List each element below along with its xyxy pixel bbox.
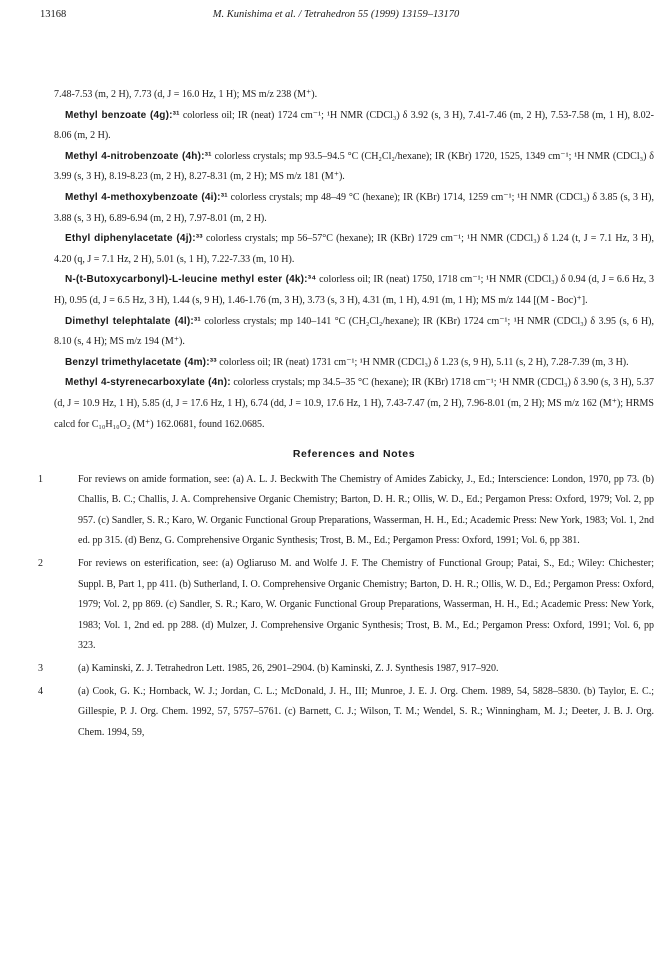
compound-data: colorless crystals; mp 140–141 °C (CH₂Cl₂/hexane); IR (KBr) 1724 cm⁻¹; ¹H NMR (CDCl₃) δ 3.95 (s, 6 H), 8.10 (s, 4 H); MS m/z 194 (M⁺). bbox=[54, 315, 655, 348]
compound-name: Dimethyl telephtalate (4l):³¹ bbox=[65, 315, 201, 327]
references-heading: References and Notes bbox=[292, 448, 416, 461]
reference-text: (a) Kaminski, Z. J. Tetrahedron Lett. 1985, 26, 2901–2904. (b) Kaminski, Z. J. Synthesis 1987, 917–920. bbox=[78, 663, 499, 675]
reference-number: 1 bbox=[38, 473, 43, 485]
compound-entry-4k bbox=[54, 270, 654, 311]
reference-item bbox=[38, 470, 654, 552]
compound-name: Methyl 4-styrenecarboxylate (4n): bbox=[65, 377, 231, 389]
reference-text: (a) Cook, G. K.; Hornback, W. J.; Jordan, C. L.; McDonald, J. H., III; Munroe, J. E. J. Org. Chem. 1989, 54, 5828–5830. (b) Taylor, E. C.; Gillespie, P. J. Org. Chem. 1992, 57, 5757–5761. (c) Barnett, C. J.; Wilson, T. M.; Wendel, S. R.; Winningham, M. J.; Deeter, J. B. J. Org. Chem. 1994, 59, bbox=[78, 685, 654, 738]
compound-data: colorless crystals; mp 93.5–94.5 °C (CH₂Cl₂/hexane); IR (KBr) 1720, 1525, 1349 cm⁻¹; ¹H NMR (CDCl₃) δ 3.99 (s, 3 H), 8.19-8.23 (m, 2 H), 8.27-8.31 (m, 2 H); MS m/z 181 (M⁺). bbox=[54, 150, 654, 183]
compound-name: Benzyl trimethylacetate (4m):³³ bbox=[65, 356, 217, 368]
reference-number: 4 bbox=[38, 685, 43, 697]
compound-data: colorless crystals; mp 34.5–35 °C (hexane); IR (KBr) 1718 cm⁻¹; ¹H NMR (CDCl₃) δ 3.90 (s, 3 H), 5.37 (d, J = 10.9 Hz, 1 H), 5.85 (d, J = 17.6 Hz, 1 H), 6.74 (dd, J = 10.9, 17.6 Hz, 1 H), 7.43-7.47 (m, 2 H), 7.96-8.01 (m, 2 H); MS m/z 162 (M⁺); HRMS calcd for C₁₀H₁₀O₂ (M⁺) 162.0681, found 162.0685. bbox=[54, 377, 655, 430]
compound-entry-4g bbox=[54, 106, 654, 147]
reference-item bbox=[38, 659, 654, 680]
compound-data: colorless crystals; mp 48–49 °C (hexane); IR (KBr) 1714, 1259 cm⁻¹; ¹H NMR (CDCl₃) δ 3.85 (s, 3 H), 3.88 (s, 3 H), 6.89-6.94 (m, 2 H), 7.97-8.01 (m, 2 H). bbox=[54, 191, 654, 224]
compound-entry-4i bbox=[54, 188, 654, 229]
compound-name: Methyl 4-methoxybenzoate (4i):³¹ bbox=[65, 191, 228, 203]
reference-item bbox=[38, 682, 654, 744]
compound-data: colorless oil; IR (neat) 1731 cm⁻¹; ¹H NMR (CDCl₃) δ 1.23 (s, 9 H), 5.11 (s, 2 H), 7.28-7.39 (m, 3 H). bbox=[216, 356, 629, 368]
reference-text: For reviews on amide formation, see: (a) A. L. J. Beckwith The Chemistry of Amides Zabicky, J., Ed.; Interscience: London, 1970, pp 73. (b) Challis, B. C.; Challis, J. A. Comprehensive Organic Chemistry; Barton, D. H. R.; Ollis, W. D., Ed.; Pergamon Press: Oxford, 1979; Vol. 2, pp 957. (c) Sandler, S. R.; Karo, W. Organic Functional Group Preparations, Wasserman, H. H., Ed.; Academic Press: New York, 1983; Vol. 1, 2nd ed. pp 315. (d) Benz, G. Comprehensive Organic Synthesis; Trost, B. M., Ed.; Pergamon Press: Oxford, 1991; Vol. 6, pp 381. bbox=[78, 473, 654, 547]
compound-data: colorless oil; IR (neat) 1750, 1718 cm⁻¹; ¹H NMR (CDCl₃) δ 0.94 (d, J = 6.6 Hz, 3 H), 0.95 (d, J = 6.5 Hz, 3 H), 1.44 (s, 9 H), 1.46-1.76 (m, 3 H), 3.73 (s, 3 H), 4.31 (m, 1 H), 4.91 (m, 1 H); MS m/z 144 [(M - Boc)⁺]. bbox=[54, 274, 654, 306]
compound-name: Methyl benzoate (4g):³¹ bbox=[65, 109, 180, 121]
compound-name: N-(t-Butoxycarbonyl)-L-leucine methyl ester (4k):³⁴ bbox=[65, 274, 317, 286]
page-header bbox=[40, 9, 632, 25]
compound-entry-4m bbox=[54, 353, 654, 374]
page-number: 13168 bbox=[40, 9, 67, 20]
continued-entry: 7.48-7.53 (m, 2 H), 7.73 (d, J = 16.0 Hz, 1 H); MS m/z 238 (M⁺). bbox=[54, 89, 318, 100]
compound-name: Methyl 4-nitrobenzoate (4h):³¹ bbox=[65, 150, 212, 162]
article-body bbox=[38, 85, 655, 745]
reference-item bbox=[38, 554, 654, 657]
compound-entry-4l bbox=[54, 312, 654, 353]
reference-text: For reviews on esterification, see: (a) Ogliaruso M. and Wolfe J. F. The Chemistry of Functional Group; Patai, S., Ed.; Wiley: Chichester; Suppl. B, Part 1, pp 411. (b) Sutherland, I. O. Comprehensive Organic Chemistry; Barton, D. H. R.; Ollis, W. D., Ed.; Pergamon Press: Oxford, 1979; Vol. 2, pp 869. (c) Sandler, S. R.; Karo, W. Organic Functional Group Preparations, Wasserman, H. H., Ed.; Academic Press: New York, 1983; Vol. 1, 2nd ed. pp 288. (d) Mulzer, J. Comprehensive Organic Synthesis; Trost, B. M., Ed.; Pergamon Press: Oxford, 1991; Vol. 6, pp 323. bbox=[78, 558, 654, 652]
running-title: M. Kunishima et al. / Tetrahedron 55 (1999) 13159–13170 bbox=[212, 9, 460, 20]
reference-number: 3 bbox=[38, 663, 43, 675]
compound-entry-4h bbox=[54, 147, 654, 188]
compound-entry-4n bbox=[54, 373, 654, 435]
compound-data: colorless oil; IR (neat) 1724 cm⁻¹; ¹H NMR (CDCl₃) δ 3.92 (s, 3 H), 7.41-7.46 (m, 2 H), 7.53-7.58 (m, 1 H), 8.02-8.06 (m, 2 H). bbox=[54, 109, 654, 142]
compound-name: Ethyl diphenylacetate (4j):³³ bbox=[65, 233, 203, 245]
compound-data: colorless crystals; mp 56–57°C (hexane); IR (KBr) 1729 cm⁻¹; ¹H NMR (CDCl₃) δ 1.24 (t, J = 7.1 Hz, 3 H), 4.20 (q, J = 7.1 Hz, 2 H), 5.01 (s, 1 H), 7.22-7.33 (m, 10 H). bbox=[54, 233, 654, 265]
reference-number: 2 bbox=[38, 558, 43, 570]
compound-entry-4j bbox=[54, 229, 654, 270]
